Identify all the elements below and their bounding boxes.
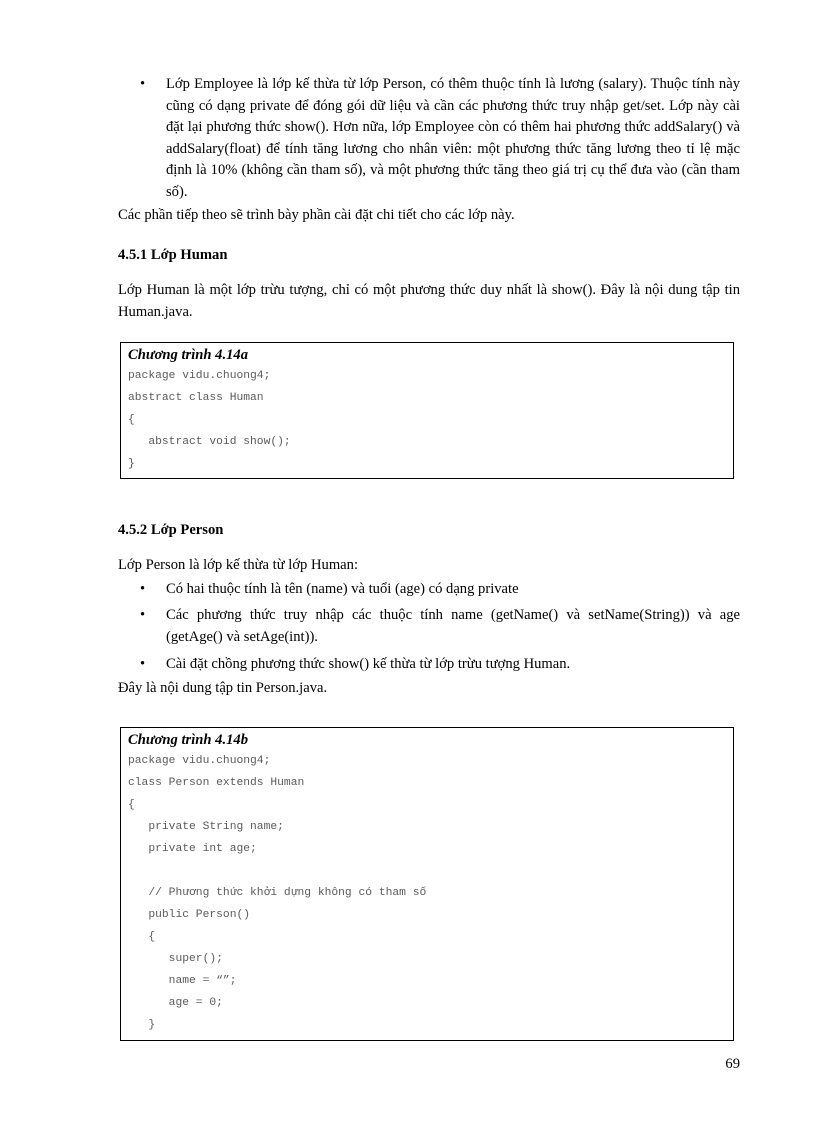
code-box-4-14a [120, 342, 734, 479]
bullet-marker: • [140, 607, 146, 623]
human-description: Lớp Human là một lớp trừu tượng, chỉ có một phương thức duy nhất là show(). Đây là nội dung tập tin Human.java. [118, 282, 740, 320]
code-line: } [128, 458, 135, 470]
bullet-marker: • [140, 581, 146, 597]
page-number: 69 [725, 1056, 740, 1072]
person-bullet-show: Cài đặt chồng phương thức show() kế thừa từ lớp trừu tượng Human. [166, 656, 571, 672]
code-line: } [128, 1019, 156, 1031]
following-sections-paragraph: Các phần tiếp theo sẽ trình bày phần cài đặt chi tiết cho các lớp này. [118, 207, 515, 223]
code-line: private String name; [128, 821, 284, 833]
code-line: super(); [128, 953, 223, 965]
code-line: name = “”; [128, 975, 237, 987]
code-line [128, 860, 726, 882]
bullet-marker: • [140, 656, 146, 672]
code-line: abstract void show(); [128, 436, 291, 448]
code-line: abstract class Human [128, 392, 264, 404]
code-line: package vidu.chuong4; [128, 755, 271, 767]
code-box-4-14b [120, 727, 734, 1041]
code-line: private int age; [128, 843, 257, 855]
section-heading-human: 4.5.1 Lớp Human [118, 247, 228, 263]
employee-bullet-text: Lớp Employee là lớp kế thừa từ lớp Person, có thêm thuộc tính là lương (salary). Thuộc tính này cũng có dạng private để đóng gói dữ liệu và cần các phương thức truy nhập get/set. Lớp này cài đặt lại phương thức show(). Hơn nữa, lớp Employee còn có thêm hai phương thức addSalary() và addSalary(float) để tính tăng lương cho nhân viên: một phương thức tăng lương theo tỉ lệ mặc định là 10% (không cần tham số), và một phương thức tăng theo giá trị cụ thể đưa vào (cần tham số). [166, 76, 740, 200]
code-title: Chương trình 4.14b [128, 732, 248, 748]
bullet-marker: • [140, 76, 146, 92]
section-heading-person: 4.5.2 Lớp Person [118, 522, 224, 538]
code-line: public Person() [128, 909, 251, 921]
code-title: Chương trình 4.14a [128, 347, 248, 363]
code-line: package vidu.chuong4; [128, 370, 271, 382]
person-bullet-attributes: Có hai thuộc tính là tên (name) và tuổi (age) có dạng private [166, 581, 519, 597]
code-line: class Person extends Human [128, 777, 305, 789]
person-bullet-accessors: Các phương thức truy nhập các thuộc tính name (getName() và setName(String)) và age (getAge() và setAge(int)). [166, 607, 740, 645]
person-file-note: Đây là nội dung tập tin Person.java. [118, 680, 328, 696]
code-line: // Phương thức khởi dựng không có tham số [128, 887, 427, 899]
code-line: { [128, 799, 135, 811]
person-description: Lớp Person là lớp kế thừa từ lớp Human: [118, 557, 359, 573]
code-line: age = 0; [128, 997, 223, 1009]
code-line: { [128, 414, 135, 426]
code-line: { [128, 931, 156, 943]
